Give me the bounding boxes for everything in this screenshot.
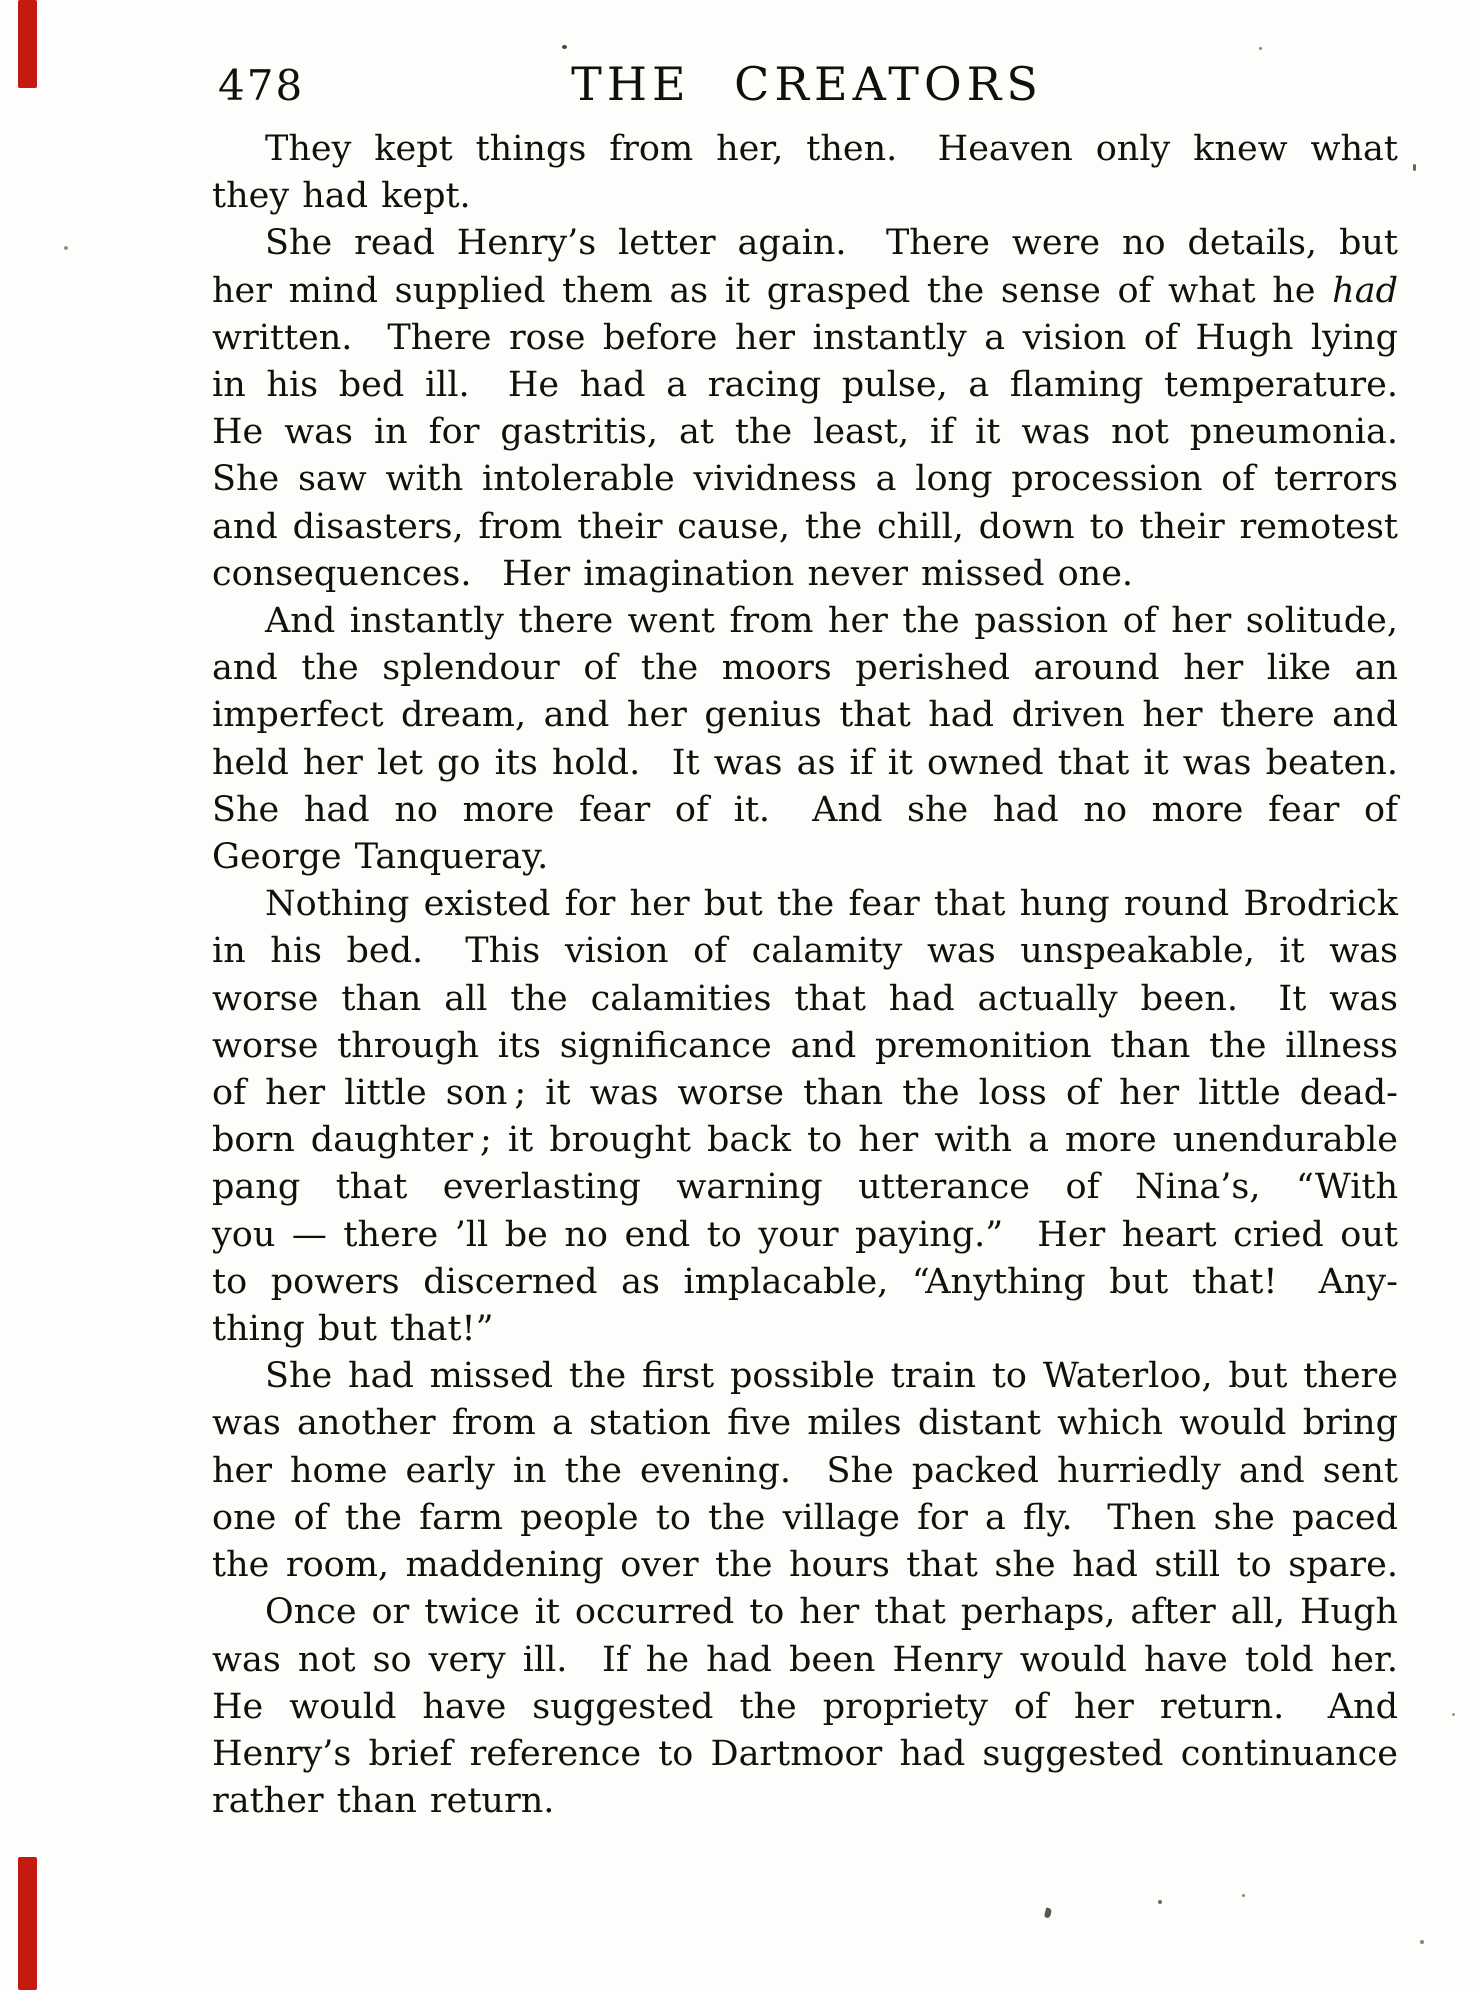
text-segment: worse through its significance and premonition than the illness xyxy=(212,1025,1398,1066)
scan-artifact-red-mark-top xyxy=(18,0,37,88)
text-line xyxy=(212,1306,1398,1353)
text-line xyxy=(212,928,1398,975)
text-segment: And instantly there went from her the passion of her solitude, xyxy=(265,601,1398,642)
page-text xyxy=(212,126,1398,1825)
text-line xyxy=(212,1684,1398,1731)
scan-speck xyxy=(562,45,567,49)
scan-speck xyxy=(1158,1900,1162,1904)
text-segment: She saw with intolerable vividness a long procession of terrors xyxy=(212,459,1398,500)
text-segment: Henry’s brief reference to Dartmoor had suggested continuance xyxy=(212,1733,1398,1774)
text-segment: and disasters, from their cause, the chill, down to their remotest xyxy=(212,506,1398,547)
text-line xyxy=(212,1164,1398,1211)
text-segment: one of the farm people to the village for a fly. Then she paced xyxy=(212,1497,1398,1538)
text-segment: worse than all the calamities that had actually been. It was xyxy=(212,978,1398,1019)
text-segment: Nothing existed for her but the fear that hung round Brodrick xyxy=(265,884,1398,925)
text-segment: imperfect dream, and her genius that had driven her there and xyxy=(212,695,1398,736)
text-segment: written. There rose before her instantly a vision of Hugh lying xyxy=(212,317,1398,358)
text-segment: her mind supplied them as it grasped the sense of what he xyxy=(212,270,1333,311)
running-head-title: THE CREATORS xyxy=(571,57,1043,111)
text-segment: and the splendour of the moors perished around her like an xyxy=(212,648,1398,689)
text-line xyxy=(212,1070,1398,1117)
scan-speck xyxy=(64,246,68,250)
text-segment: He was in for gastritis, at the least, if it was not pneumonia. xyxy=(212,412,1398,453)
text-line xyxy=(212,1495,1398,1542)
text-line xyxy=(212,1589,1398,1636)
text-line xyxy=(212,1542,1398,1589)
text-line xyxy=(212,1259,1398,1306)
text-line xyxy=(212,645,1398,692)
text-line xyxy=(212,1637,1398,1684)
text-segment: consequences. Her imagination never missed one. xyxy=(212,553,1134,594)
scan-speck xyxy=(1259,47,1262,50)
text-line xyxy=(212,409,1398,456)
text-line xyxy=(212,881,1398,928)
text-segment: Once or twice it occurred to her that perhaps, after all, Hugh xyxy=(265,1592,1398,1633)
scan-artifact-red-mark-bottom xyxy=(18,1857,37,1990)
text-segment: in his bed ill. He had a racing pulse, a flaming temperature. xyxy=(212,365,1398,406)
text-line xyxy=(212,1023,1398,1070)
text-line xyxy=(212,1212,1398,1259)
text-segment: rather than return. xyxy=(212,1781,555,1822)
text-segment: in his bed. This vision of calamity was unspeakable, it was xyxy=(212,931,1398,972)
text-segment: thing but that!” xyxy=(212,1309,494,1350)
text-line xyxy=(212,362,1398,409)
text-segment: She had missed the first possible train to Waterloo, but there xyxy=(265,1356,1398,1397)
italic-text: had xyxy=(1332,270,1398,311)
scan-speck xyxy=(1413,164,1416,171)
text-line xyxy=(212,456,1398,503)
text-segment: held her let go its hold. It was as if it owned that it was beaten. xyxy=(212,742,1398,783)
scan-speck xyxy=(1242,1894,1245,1897)
text-line xyxy=(212,126,1398,173)
text-segment: was another from a station five miles distant which would bring xyxy=(212,1403,1398,1444)
text-segment: She had no more fear of it. And she had no more fear of xyxy=(212,789,1398,830)
text-segment: pang that everlasting warning utterance of Nina’s, “With xyxy=(212,1167,1398,1208)
text-segment: they had kept. xyxy=(212,176,471,217)
text-line xyxy=(212,740,1398,787)
text-line xyxy=(212,173,1398,220)
text-line xyxy=(212,268,1398,315)
text-line xyxy=(212,1353,1398,1400)
scan-speck xyxy=(1044,1907,1052,1918)
text-segment: of her little son ; it was worse than the loss of her little dead- xyxy=(212,1073,1398,1114)
text-line xyxy=(212,692,1398,739)
text-line xyxy=(212,220,1398,267)
text-segment: the room, maddening over the hours that she had still to spare. xyxy=(212,1545,1398,1586)
text-segment: was not so very ill. If he had been Henry would have told her. xyxy=(212,1639,1398,1680)
text-segment: George Tanqueray. xyxy=(212,837,549,878)
page-number: 478 xyxy=(218,61,305,110)
text-segment: They kept things from her, then. Heaven only knew what xyxy=(265,129,1398,169)
scan-speck xyxy=(1420,1940,1424,1944)
text-line xyxy=(212,551,1398,598)
text-line xyxy=(212,315,1398,362)
text-line xyxy=(212,1448,1398,1495)
text-segment: He would have suggested the propriety of her return. And xyxy=(212,1686,1398,1727)
text-line xyxy=(212,1117,1398,1164)
text-segment: you — there ’ll be no end to your paying.” Her heart cried out xyxy=(212,1214,1398,1255)
text-segment: her home early in the evening. She packed hurriedly and sent xyxy=(212,1450,1398,1491)
text-line xyxy=(212,1731,1398,1778)
text-segment: to powers discerned as implacable, “Anything but that! Any- xyxy=(212,1261,1398,1302)
text-line xyxy=(212,1400,1398,1447)
text-line xyxy=(212,976,1398,1023)
text-segment: She read Henry’s letter again. There were no details, but xyxy=(265,223,1398,264)
text-segment: born daughter ; it brought back to her with a more unendurable xyxy=(212,1120,1398,1161)
text-line xyxy=(212,598,1398,645)
text-line xyxy=(212,834,1398,881)
scan-speck xyxy=(1452,1713,1455,1716)
text-line xyxy=(212,504,1398,551)
text-line xyxy=(212,1778,1398,1825)
text-line xyxy=(212,787,1398,834)
